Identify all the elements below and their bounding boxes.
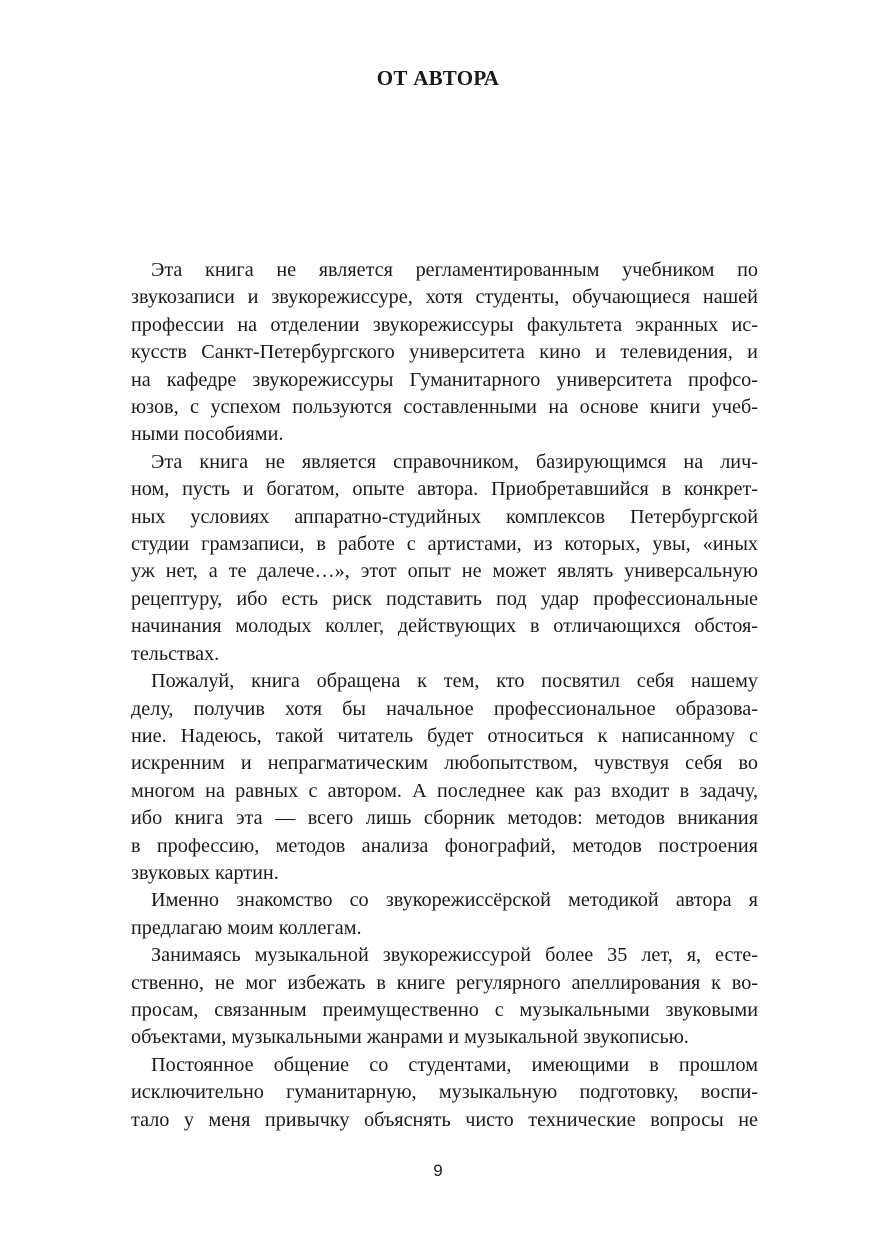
page-number: 9 — [433, 1161, 443, 1180]
text-line: начинания молодых коллег, действующих в отличающихся обстоя- — [131, 615, 759, 638]
paragraph-5 — [131, 942, 758, 1052]
text-line: Постоянное общение со студентами, имеющими в прошлом — [151, 1053, 758, 1076]
text-line: искренним и непрагматическим любопытством, чувствуя себя во — [131, 752, 758, 775]
text-line: ных условиях аппаратно-студийных комплексов Петербургской — [131, 505, 758, 528]
text-line: Именно знакомство со звукорежиссёрской методикой автора я — [151, 889, 758, 912]
text-line: Занимаясь музыкальной звукорежиссурой более 35 лет, я, есте- — [151, 944, 758, 967]
text-line: тельствах. — [131, 642, 220, 665]
text-line: ственно, не мог избежать в книге регулярного апеллирования к во- — [131, 971, 759, 994]
text-line: ибо книга эта — всего лишь сборник методов: методов вникания — [131, 807, 759, 830]
text-line: на кафедре звукорежиссуры Гуманитарного университета профсо- — [131, 368, 758, 391]
paragraph-2 — [131, 449, 758, 668]
text-line: студии грамзаписи, в работе с артистами, из которых, увы, «иных — [131, 533, 758, 556]
text-line: Эта книга не является справочником, базирующимся на лич- — [151, 450, 758, 473]
text-line: уж нет, а те далече…», этот опыт не может являть универсальную — [131, 560, 758, 583]
text-line: ние. Надеюсь, такой читатель будет относиться к написанному с — [131, 724, 758, 747]
text-line: в профессию, методов анализа фонографий, методов построения — [131, 834, 758, 857]
text-line: ном, пусть и богатом, опыте автора. Приобретавшийся в конкрет- — [131, 478, 759, 501]
text-line: исключительно гуманитарную, музыкальную подготовку, воспи- — [131, 1081, 759, 1104]
text-line: делу, получив хотя бы начальное профессиональное образова- — [131, 697, 758, 720]
text-line: Эта книга не является регламентированным учебником по — [151, 259, 759, 281]
text-line: объектами, музыкальными жанрами и музыкальной звукописью. — [131, 1026, 689, 1049]
paragraph-6 — [131, 1052, 758, 1134]
paragraph-3 — [131, 668, 758, 887]
chapter-title: ОТ АВТОРА — [376, 66, 500, 90]
text-line: предлагаю моим коллегам. — [131, 916, 362, 939]
text-line: просам, связанным преимущественно с музыкальными звуковыми — [131, 998, 758, 1021]
text-line: кусств Санкт-Петербургского университета кино и телевидения, и — [131, 341, 758, 364]
paragraph-4 — [131, 887, 758, 942]
text-line: юзов, с успехом пользуются составленными на основе книги учеб- — [131, 396, 758, 419]
text-line: ными пособиями. — [131, 423, 284, 446]
text-line: рецептуру, ибо есть риск подставить под удар профессиональные — [131, 587, 758, 610]
text-line: звуковых картин. — [131, 861, 279, 884]
text-line: многом на равных с автором. А последнее как раз входит в задачу, — [131, 779, 758, 802]
text-line: Пожалуй, книга обращена к тем, кто посвятил себя нашему — [151, 670, 758, 693]
text-line: звукозаписи и звукорежиссуре, хотя студенты, обучающиеся нашей — [131, 286, 758, 309]
text-line: тало у меня привычку объяснять чисто технические вопросы не — [131, 1108, 759, 1131]
paragraph-1 — [131, 257, 758, 449]
text-line: профессии на отделении звукорежиссуры факультета экранных ис- — [131, 313, 758, 336]
body-text — [131, 257, 758, 1134]
